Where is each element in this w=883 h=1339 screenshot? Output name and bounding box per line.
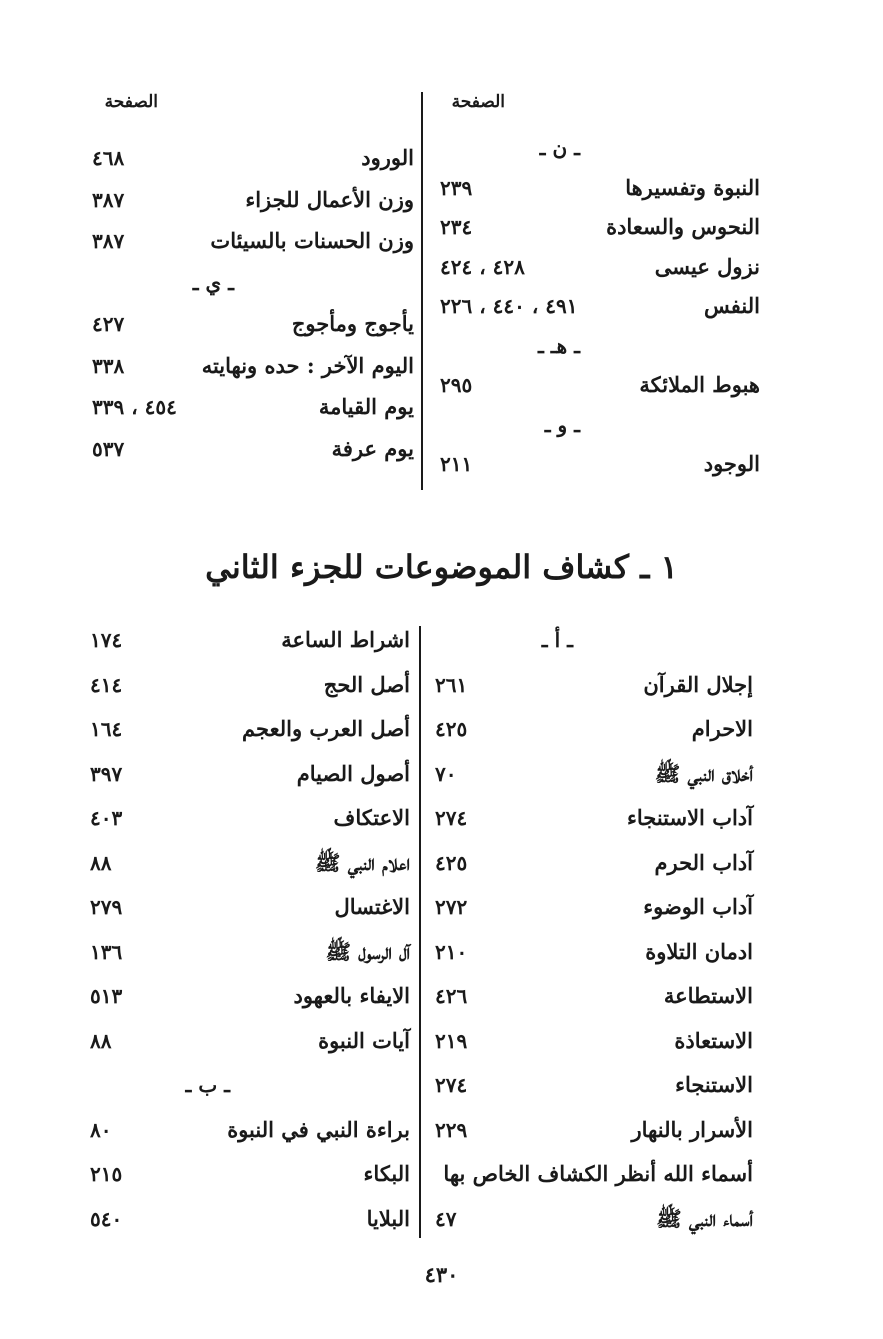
- entry-topic: أسماء الله أنظر الكشاف الخاص بها: [443, 1161, 753, 1186]
- index-entry: [435, 843, 753, 883]
- index-entry: [440, 247, 760, 287]
- entry-page-number: ٧٠: [435, 761, 457, 786]
- index-entry: [440, 207, 760, 247]
- entry-page-number: ٢٧٤: [435, 806, 468, 830]
- index-entry: [90, 1110, 410, 1150]
- letter-heading-label: ـ ب ـ: [185, 1073, 230, 1097]
- entry-topic: الأسرار بالنهار: [631, 1116, 753, 1142]
- entry-topic: البلايا: [366, 1205, 410, 1231]
- entry-topic: يأجوج ومأجوج: [291, 311, 414, 336]
- entry-page-number: ٤٢٧: [92, 312, 125, 336]
- entry-topic: الاغتسال: [334, 894, 410, 919]
- letter-heading: [92, 263, 414, 303]
- index-entry: [90, 976, 410, 1016]
- entry-page-number: ٢٢٩: [435, 1117, 468, 1142]
- index-entry: [90, 1199, 410, 1239]
- entry-page-number: ٨٨: [90, 850, 112, 875]
- entry-page-number: ٤٦٨: [92, 146, 125, 170]
- index-entry: [90, 665, 410, 705]
- letter-heading: [440, 128, 760, 168]
- page-number: ٤٣٠: [424, 1262, 459, 1287]
- entry-page-number: ٤٢٥: [435, 717, 468, 741]
- index-entry: [90, 1154, 410, 1194]
- letter-heading-label: ـ ي ـ: [192, 270, 234, 295]
- entry-page-number: ٣٣٨: [92, 353, 125, 378]
- index-entry: [92, 221, 414, 261]
- entry-topic: يوم القيامة: [318, 394, 414, 419]
- entry-topic: أسماء النبي ﷺ: [656, 1205, 753, 1231]
- index-entry: [435, 887, 753, 927]
- letter-heading-label: ـ و ـ: [544, 412, 580, 437]
- entry-page-number: ٢٧٩: [90, 895, 123, 919]
- entry-topic: آداب الوضوء: [643, 894, 753, 919]
- entry-topic: آيات النبوة: [318, 1027, 410, 1053]
- entry-page-number: ٥١٣: [90, 984, 123, 1008]
- index-entry: [440, 365, 760, 405]
- entry-page-number: ٥٣٧: [92, 436, 125, 461]
- letter-heading-label: ـ ن ـ: [539, 136, 580, 160]
- entry-topic: الورود: [361, 145, 414, 170]
- index-entry: [435, 1110, 753, 1150]
- entry-topic: النفس: [704, 293, 760, 318]
- entry-topic: وزن الأعمال للجزاء: [245, 186, 414, 212]
- entry-page-number: ١٦٤: [90, 717, 123, 741]
- entry-topic: الايفاء بالعهود: [293, 983, 410, 1008]
- index-entry: [435, 798, 753, 838]
- entry-page-number: ٢٣٤: [440, 215, 473, 239]
- entry-topic: النبوة وتفسيرها: [625, 174, 760, 200]
- entry-page-number: ٢١٠: [435, 939, 468, 964]
- page-label-right: الصفحة: [451, 92, 505, 112]
- index-entry: [92, 387, 414, 427]
- entry-topic: اعلام النبي ﷺ: [315, 849, 410, 875]
- entry-page-number: ٣٨٧: [92, 229, 125, 253]
- entry-topic: البكاء: [363, 1161, 410, 1186]
- entry-page-number: ٣٩٧: [90, 761, 123, 786]
- index-entry: [90, 709, 410, 749]
- letter-heading-label: ـ أ ـ: [541, 628, 573, 652]
- entry-topic: أصل العرب والعجم: [242, 716, 410, 741]
- entry-topic: النحوس والسعادة: [606, 214, 760, 239]
- column-divider-bottom: [419, 626, 421, 1238]
- index-entry: [90, 887, 410, 927]
- page-label-left: الصفحة: [104, 92, 158, 112]
- entry-topic: اشراط الساعة: [281, 627, 410, 652]
- entry-page-number: ١٣٦: [90, 939, 123, 964]
- entry-topic: آداب الحرم: [654, 849, 753, 875]
- entry-page-number: ٨٠: [90, 1117, 112, 1142]
- index-entry: [90, 932, 410, 972]
- entry-page-number: ٤٩١ ، ٤٤٠ ، ٢٢٦: [440, 294, 578, 318]
- index-entry: [440, 168, 760, 208]
- index-entry: [435, 1021, 753, 1061]
- entry-page-number: ٢١١: [440, 452, 473, 476]
- entry-page-number: ٥٤٠: [90, 1206, 123, 1231]
- entry-topic: الوجود: [703, 451, 760, 476]
- entry-page-number: ٤٧: [435, 1206, 457, 1231]
- index-entry: [435, 709, 753, 749]
- letter-heading: [435, 620, 753, 660]
- index-entry: [435, 976, 753, 1016]
- entry-page-number: ٣٨٧: [92, 187, 125, 212]
- entry-topic: الاستنجاء: [675, 1072, 753, 1097]
- index-entry: [440, 286, 760, 326]
- entry-topic: آل الرسول ﷺ: [325, 938, 410, 964]
- entry-page-number: ٤١٤: [90, 672, 123, 697]
- index-entry: [90, 754, 410, 794]
- index-entry: [92, 180, 414, 220]
- index-entry: [92, 304, 414, 344]
- entry-page-number: ٢٦١: [435, 672, 468, 697]
- entry-topic: هبوط الملائكة: [639, 372, 760, 397]
- entry-page-number: ٤٢٦: [435, 984, 468, 1008]
- column-divider-top: [421, 92, 423, 490]
- index-entry: [435, 665, 753, 705]
- index-entry: [440, 444, 760, 484]
- entry-topic: إجلال القرآن: [643, 671, 753, 697]
- section-title: ١ ـ كشاف الموضوعات للجزء الثاني: [205, 548, 678, 586]
- index-entry: [435, 754, 753, 794]
- entry-topic: الاستطاعة: [663, 983, 753, 1008]
- index-entry: [90, 843, 410, 883]
- index-entry: [92, 429, 414, 469]
- entry-topic: أخلاق النبي ﷺ: [654, 760, 753, 786]
- entry-topic: الاعتكاف: [333, 805, 410, 830]
- index-entry: [435, 932, 753, 972]
- letter-heading: [440, 326, 760, 366]
- entry-topic: وزن الحسنات بالسيئات: [210, 228, 414, 253]
- entry-page-number: ٢٧٤: [435, 1073, 468, 1097]
- index-entry: [92, 346, 414, 386]
- entry-topic: براءة النبي في النبوة: [227, 1116, 410, 1142]
- entry-page-number: ٢١٩: [435, 1028, 468, 1053]
- entry-topic: نزول عيسى: [654, 253, 760, 279]
- entry-page-number: ٢١٥: [90, 1162, 123, 1186]
- index-entry: [435, 1065, 753, 1105]
- entry-topic: آداب الاستنجاء: [626, 805, 753, 830]
- entry-topic: اليوم الآخر : حده ونهايته: [201, 352, 414, 378]
- index-entry: [90, 620, 410, 660]
- entry-page-number: ٢٧٢: [435, 895, 468, 919]
- index-entry: [92, 138, 414, 178]
- entry-page-number: ٨٨: [90, 1028, 112, 1053]
- index-entry: [435, 1154, 753, 1194]
- index-entry: [90, 1021, 410, 1061]
- entry-page-number: ٤٢٨ ، ٤٢٤: [440, 254, 525, 279]
- index-entry: [90, 798, 410, 838]
- entry-page-number: ٤٢٥: [435, 850, 468, 875]
- entry-page-number: ٢٩٥: [440, 373, 473, 397]
- entry-topic: الاستعاذة: [674, 1027, 753, 1053]
- entry-topic: يوم عرفة: [331, 435, 414, 461]
- entry-page-number: ٢٣٩: [440, 175, 473, 200]
- entry-page-number: ١٧٤: [90, 628, 123, 652]
- letter-heading: [440, 405, 760, 445]
- letter-heading: [90, 1065, 410, 1105]
- letter-heading-label: ـ هـ ـ: [537, 333, 580, 358]
- entry-topic: أصول الصيام: [296, 760, 410, 786]
- entry-topic: ادمان التلاوة: [645, 938, 753, 964]
- entry-topic: أصل الحج: [323, 671, 410, 697]
- entry-page-number: ٤٥٤ ، ٣٣٩: [92, 395, 177, 419]
- entry-page-number: ٤٠٣: [90, 806, 123, 830]
- index-entry: [435, 1199, 753, 1239]
- entry-topic: الاحرام: [691, 716, 753, 741]
